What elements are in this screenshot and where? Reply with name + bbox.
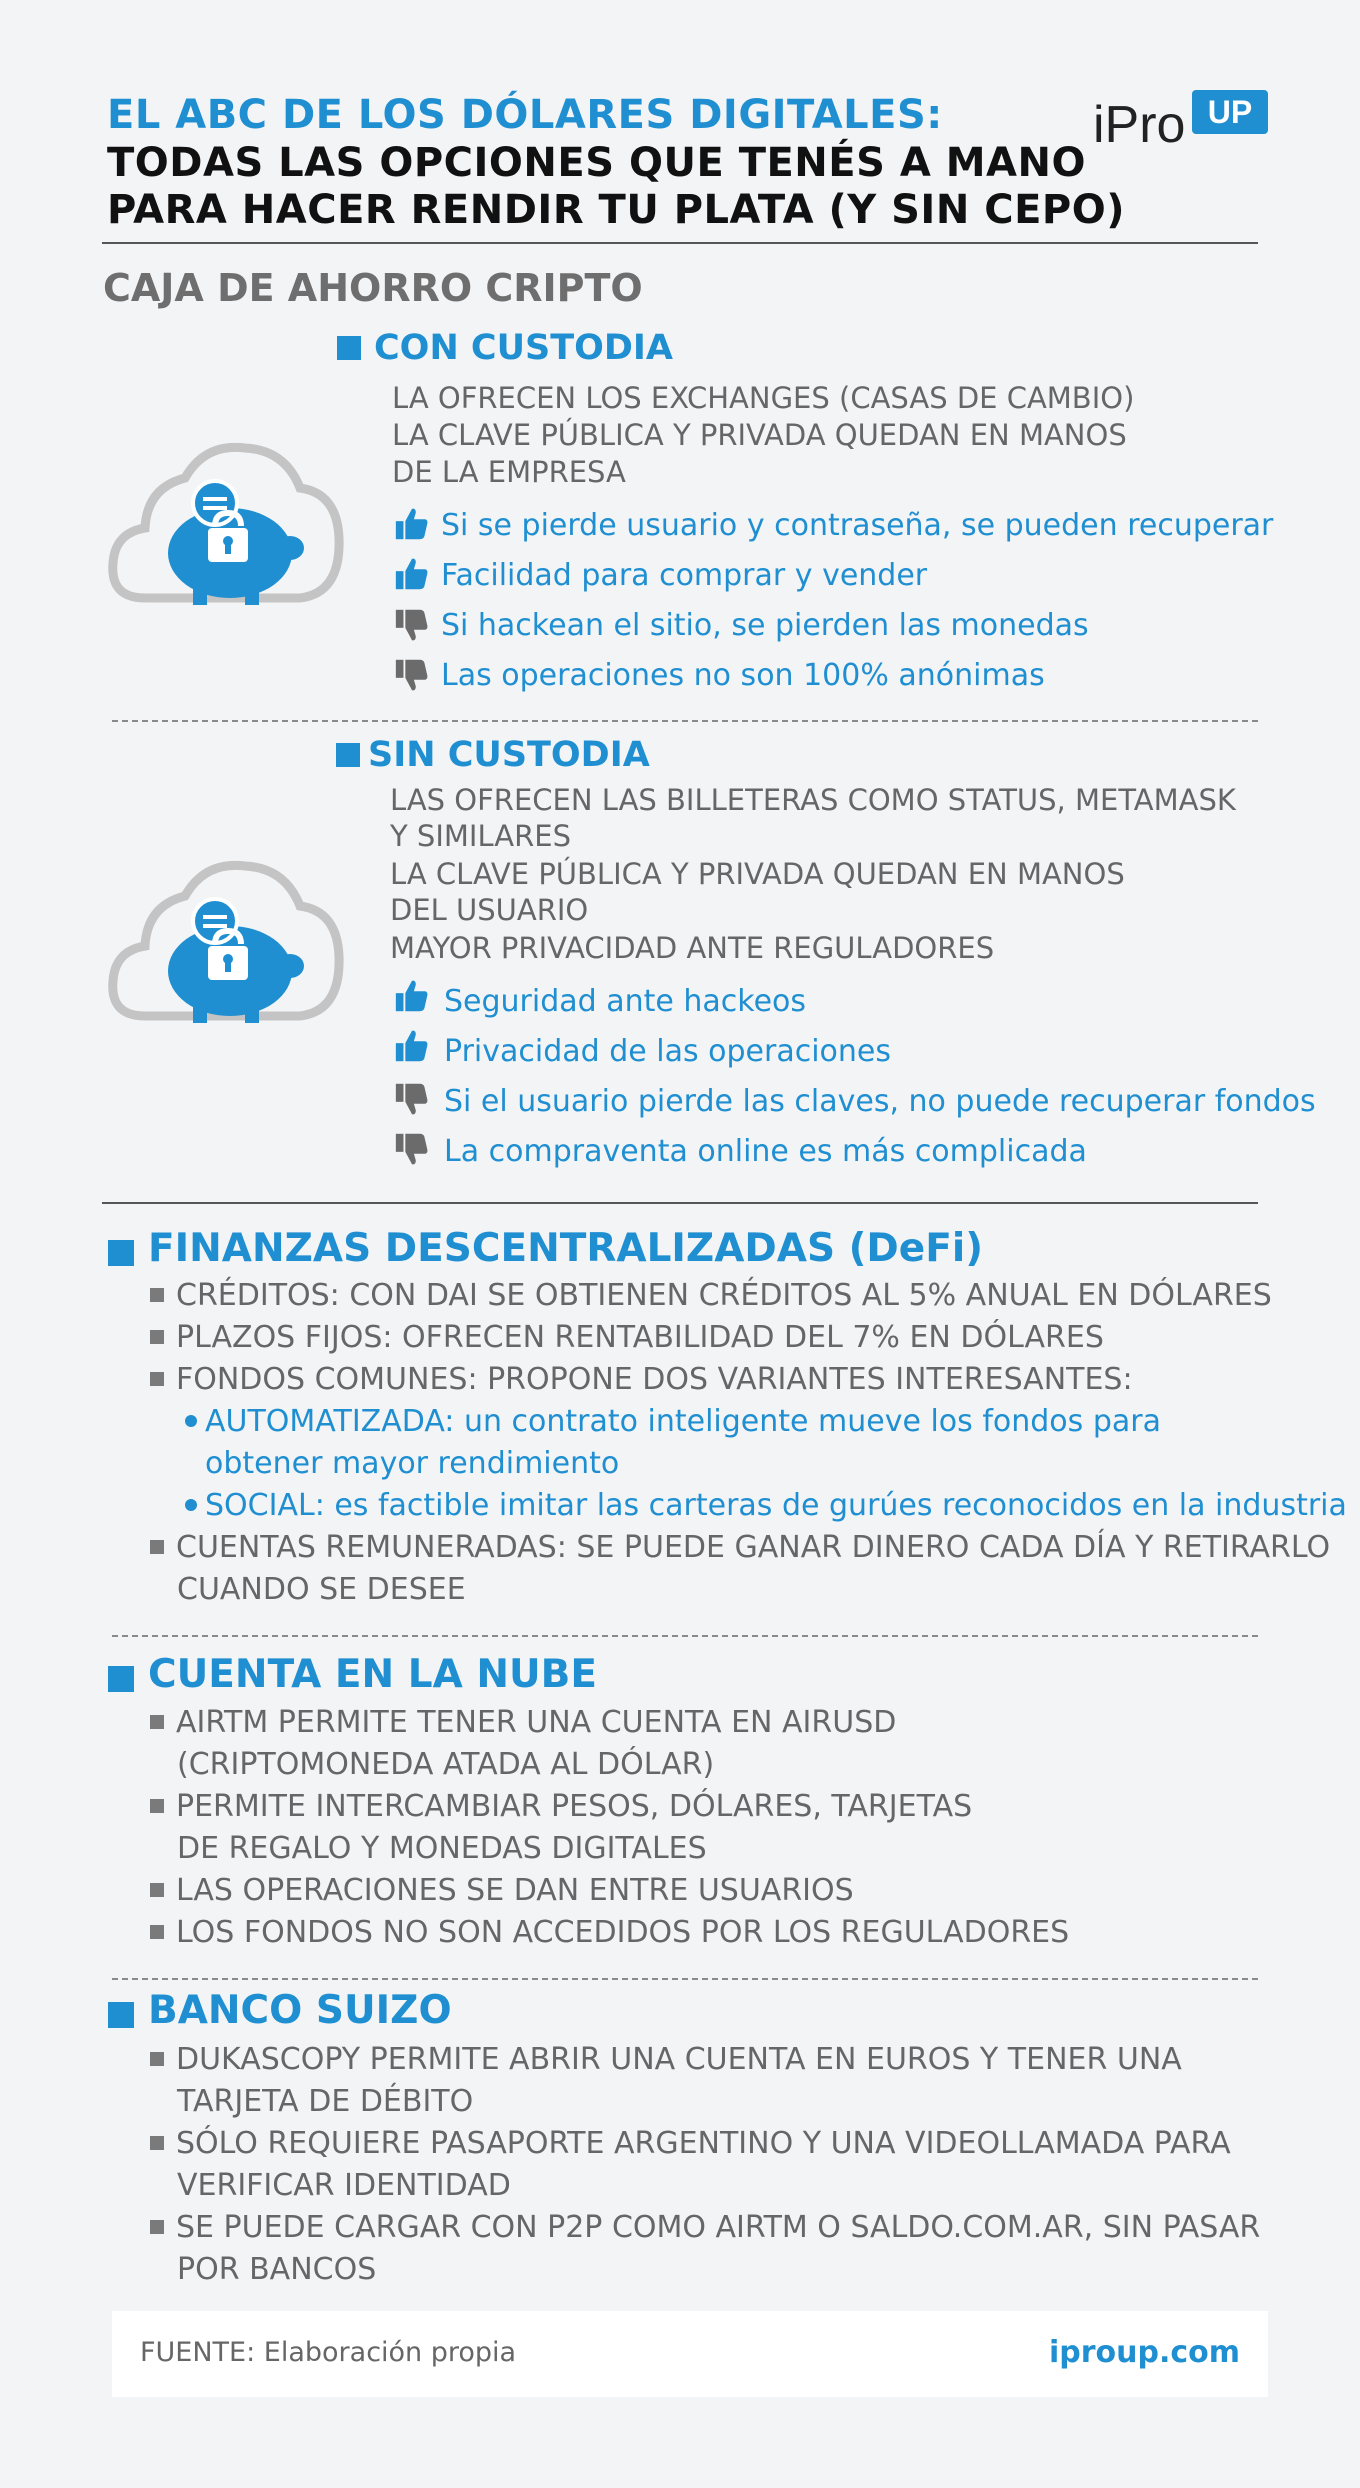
suizo-item-1b: TARJETA DE DÉBITO [177,2084,474,2119]
thumbs-up-icon [393,1027,431,1065]
footer-bar [112,2311,1268,2397]
logo-text: iPro [1093,96,1186,154]
section-divider [102,1202,1258,1204]
defi-item-4a: CUENTAS REMUNERADAS: SE PUEDE GANAR DINERO CADA DÍA Y RETIRARLO [176,1530,1331,1565]
list-item [150,2207,1260,2249]
section-heading-defi: FINANZAS DESCENTRALIZADAS (DeFi) [148,1226,984,1271]
defi-item-1: CRÉDITOS: CON DAI SE OBTIENEN CRÉDITOS AL 5% ANUAL EN DÓLARES [176,1278,1272,1313]
con-custodia-pro-1: Si se pierde usuario y contraseña, se pueden recuperar [441,508,1274,543]
nube-item-1a: AIRTM PERMITE TENER UNA CUENTA EN AIRUSD [176,1705,897,1740]
defi-item-3: FONDOS COMUNES: PROPONE DOS VARIANTES INTERESANTES: [176,1362,1133,1397]
thumbs-down-icon [393,1130,431,1168]
thumbs-up-icon [393,555,431,593]
suizo-list [150,2039,1260,2291]
thumbs-up-icon [393,977,431,1015]
sin-custodia-desc-2: Y SIMILARES [390,819,572,853]
dashed-divider [112,1978,1258,1980]
square-bullet [108,1240,134,1266]
sin-custodia-desc-5: MAYOR PRIVACIDAD ANTE REGULADORES [390,931,995,965]
sin-custodia-desc-1: LAS OFRECEN LAS BILLETERAS COMO STATUS, METAMASK [390,783,1236,817]
list-item [150,1786,1069,1828]
subheading-con-custodia: CON CUSTODIA [374,328,674,368]
defi-item-2: PLAZOS FIJOS: OFRECEN RENTABILIDAD DEL 7% EN DÓLARES [176,1320,1104,1355]
list-item [150,2039,1260,2081]
section-heading-nube: CUENTA EN LA NUBE [148,1652,598,1697]
list-item [150,2165,1260,2207]
section-heading-caja: CAJA DE AHORRO CRIPTO [103,266,643,310]
sin-custodia-con-2: La compraventa online es más complicada [444,1134,1087,1169]
nube-item-4: LOS FONDOS NO SON ACCEDIDOS POR LOS REGULADORES [176,1915,1070,1950]
sin-custodia-pro-2: Privacidad de las operaciones [444,1034,891,1069]
list-item [150,1702,1069,1744]
defi-item-4b: CUANDO SE DESEE [177,1572,466,1607]
defi-sub-1b: obtener mayor rendimiento [205,1446,620,1481]
suizo-item-3a: SE PUEDE CARGAR CON P2P COMO AIRTM O SALDO.COM.AR, SIN PASAR [176,2210,1261,2245]
list-item [150,1569,1347,1611]
title-line-2: TODAS LAS OPCIONES QUE TENÉS A MANO [107,140,1086,186]
list-item [150,1317,1347,1359]
con-custodia-con-2: Las operaciones no son 100% anónimas [441,658,1045,693]
list-item [150,1443,1347,1485]
list-item [150,2081,1260,2123]
con-custodia-pro-2: Facilidad para comprar y vender [441,558,928,593]
thumbs-down-icon [393,656,431,694]
list-item [150,2249,1260,2291]
list-item [150,1275,1347,1317]
subheading-sin-custodia: SIN CUSTODIA [368,735,650,775]
thumbs-down-icon [393,606,431,644]
list-item [150,1828,1069,1870]
list-item [150,1485,1347,1527]
list-item [150,1912,1069,1954]
square-bullet [108,1666,134,1692]
title-line-1: EL ABC DE LOS DÓLARES DIGITALES: [107,92,943,138]
sin-custodia-desc-3: LA CLAVE PÚBLICA Y PRIVADA QUEDAN EN MANOS [390,857,1125,891]
logo-badge: UP [1192,90,1268,134]
dashed-divider [112,1635,1258,1637]
con-custodia-desc-2: LA CLAVE PÚBLICA Y PRIVADA QUEDAN EN MANOS [392,418,1127,452]
list-item [150,1870,1069,1912]
list-item [150,1359,1347,1401]
nube-item-2a: PERMITE INTERCAMBIAR PESOS, DÓLARES, TARJETAS [176,1789,973,1824]
nube-list [150,1702,1069,1954]
list-item [150,1744,1069,1786]
thumbs-up-icon [393,505,431,543]
list-item [150,1401,1347,1443]
square-bullet [336,743,360,767]
sin-custodia-desc-4: DEL USUARIO [390,893,589,927]
sin-custodia-pro-1: Seguridad ante hackeos [444,984,807,1019]
square-bullet [337,336,361,360]
suizo-item-1a: DUKASCOPY PERMITE ABRIR UNA CUENTA EN EUROS Y TENER UNA [176,2042,1182,2077]
dashed-divider [112,720,1258,722]
thumbs-down-icon [393,1080,431,1118]
source-note: FUENTE: Elaboración propia [140,2337,517,2368]
defi-list [150,1275,1347,1611]
con-custodia-con-1: Si hackean el sitio, se pierden las monedas [441,608,1089,643]
defi-sub-1a: AUTOMATIZADA: un contrato inteligente mueve los fondos para [205,1404,1161,1439]
square-bullet [108,2002,134,2028]
con-custodia-desc-3: DE LA EMPRESA [392,455,626,489]
list-item [150,1527,1347,1569]
cloud-piggy-bank-lock-icon [100,846,350,1046]
nube-item-2b: DE REGALO Y MONEDAS DIGITALES [177,1831,707,1866]
defi-sub-2: SOCIAL: es factible imitar las carteras de gurúes reconocidos en la industria [205,1488,1347,1523]
section-heading-suizo: BANCO SUIZO [148,1988,452,2033]
suizo-item-2a: SÓLO REQUIERE PASAPORTE ARGENTINO Y UNA VIDEOLLAMADA PARA [176,2126,1231,2161]
site-link[interactable]: iproup.com [1048,2335,1240,2370]
suizo-item-3b: POR BANCOS [177,2252,377,2287]
cloud-piggy-bank-lock-icon [100,428,350,628]
header-divider [102,242,1258,244]
con-custodia-desc-1: LA OFRECEN LOS EXCHANGES (CASAS DE CAMBIO) [392,381,1135,415]
sin-custodia-con-1: Si el usuario pierde las claves, no puede recuperar fondos [444,1084,1316,1119]
nube-item-1b: (CRIPTOMONEDA ATADA AL DÓLAR) [177,1747,715,1782]
title-line-3: PARA HACER RENDIR TU PLATA (Y SIN CEPO) [107,187,1125,233]
list-item [150,2123,1260,2165]
nube-item-3: LAS OPERACIONES SE DAN ENTRE USUARIOS [176,1873,854,1908]
suizo-item-2b: VERIFICAR IDENTIDAD [177,2168,511,2203]
